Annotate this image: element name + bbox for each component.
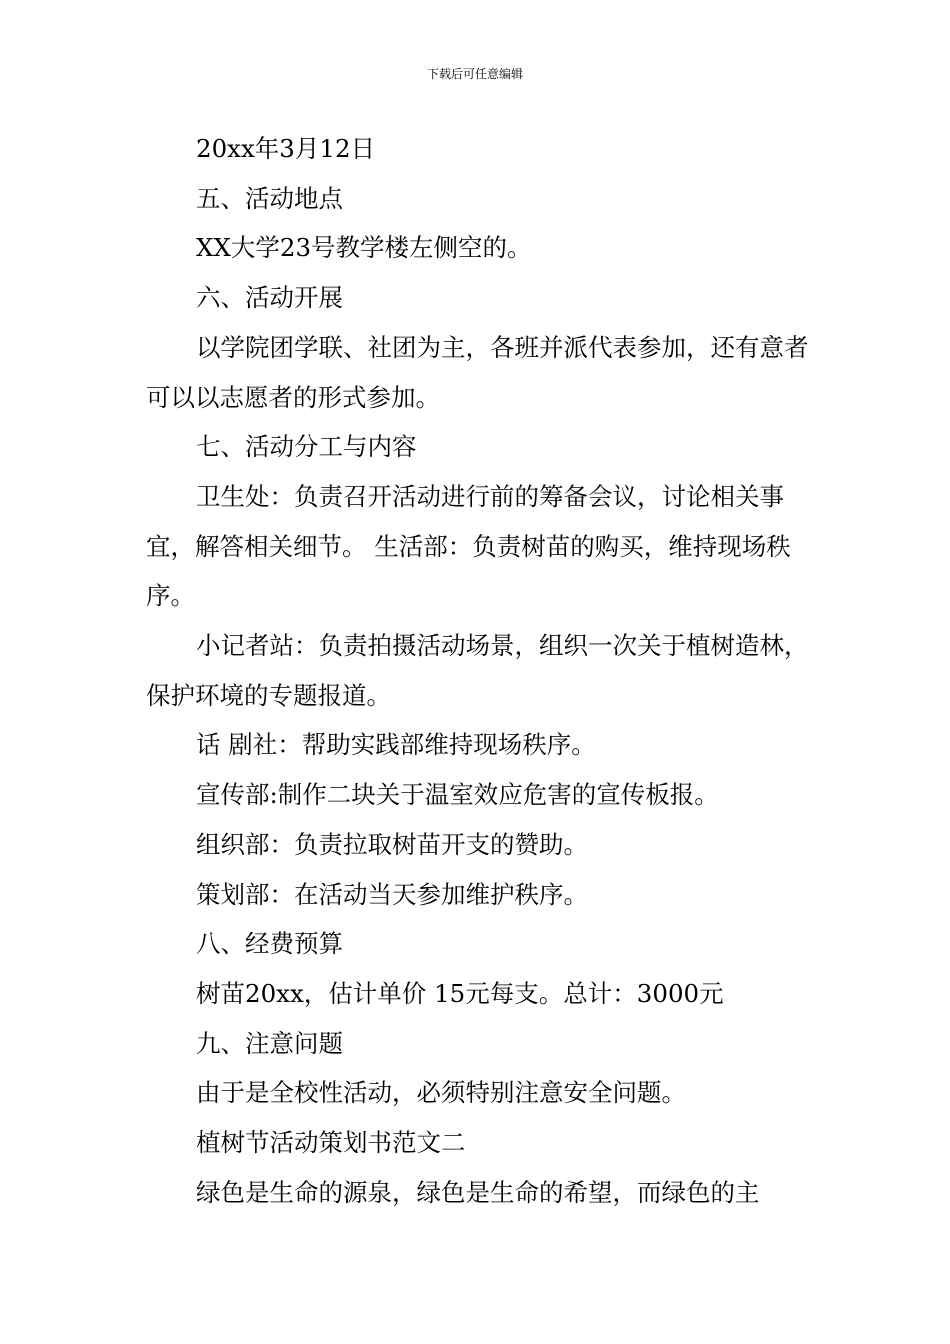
date-line: 20xx年3月12日 [196,134,376,163]
division-publicity: 宣传部:制作二块关于温室效应危害的宣传板报。 [196,780,719,810]
section-heading-notes: 九、注意问题 [196,1028,343,1058]
page-header: 下载后可任意编辑 [426,67,523,81]
activity-text: 以学院团学联、社团为主，各班并派代表参加，还有意者可以以志愿者的形式参加。 [146,332,809,412]
division-organization: 组织部：负责拉取树苗开支的赞助。 [196,829,588,859]
sample-two-intro: 绿色是生命的源泉，绿色是生命的希望，而绿色的主 [196,1177,760,1207]
section-heading-budget: 八、经费预算 [196,929,343,959]
division-drama: 话 剧社：帮助实践部维持现场秩序。 [196,730,596,760]
document-body [146,124,810,1217]
division-planning: 策划部：在活动当天参加维护秩序。 [196,879,588,909]
sample-two-title: 植树节活动策划书范文二 [196,1128,466,1158]
location-text: XX大学23号教学楼左侧空的。 [196,233,532,263]
section-heading-location: 五、活动地点 [196,183,343,213]
section-heading-division: 七、活动分工与内容 [196,432,417,462]
budget-text: 树苗20xx，估计单价 15元每支。总计：3000元 [196,978,724,1008]
notes-text: 由于是全校性活动，必须特别注意安全问题。 [196,1078,686,1108]
division-hygiene-life: 卫生处：负责召开活动进行前的筹备会议，讨论相关事宜，解答相关细节。 生活部：负责树苗的购买，维持现场秩序。 [146,481,791,611]
division-reporter: 小记者站：负责拍摄活动场景，组织一次关于植树造林，保护环境的专题报道。 [146,631,809,710]
section-heading-activity: 六、活动开展 [196,283,343,313]
